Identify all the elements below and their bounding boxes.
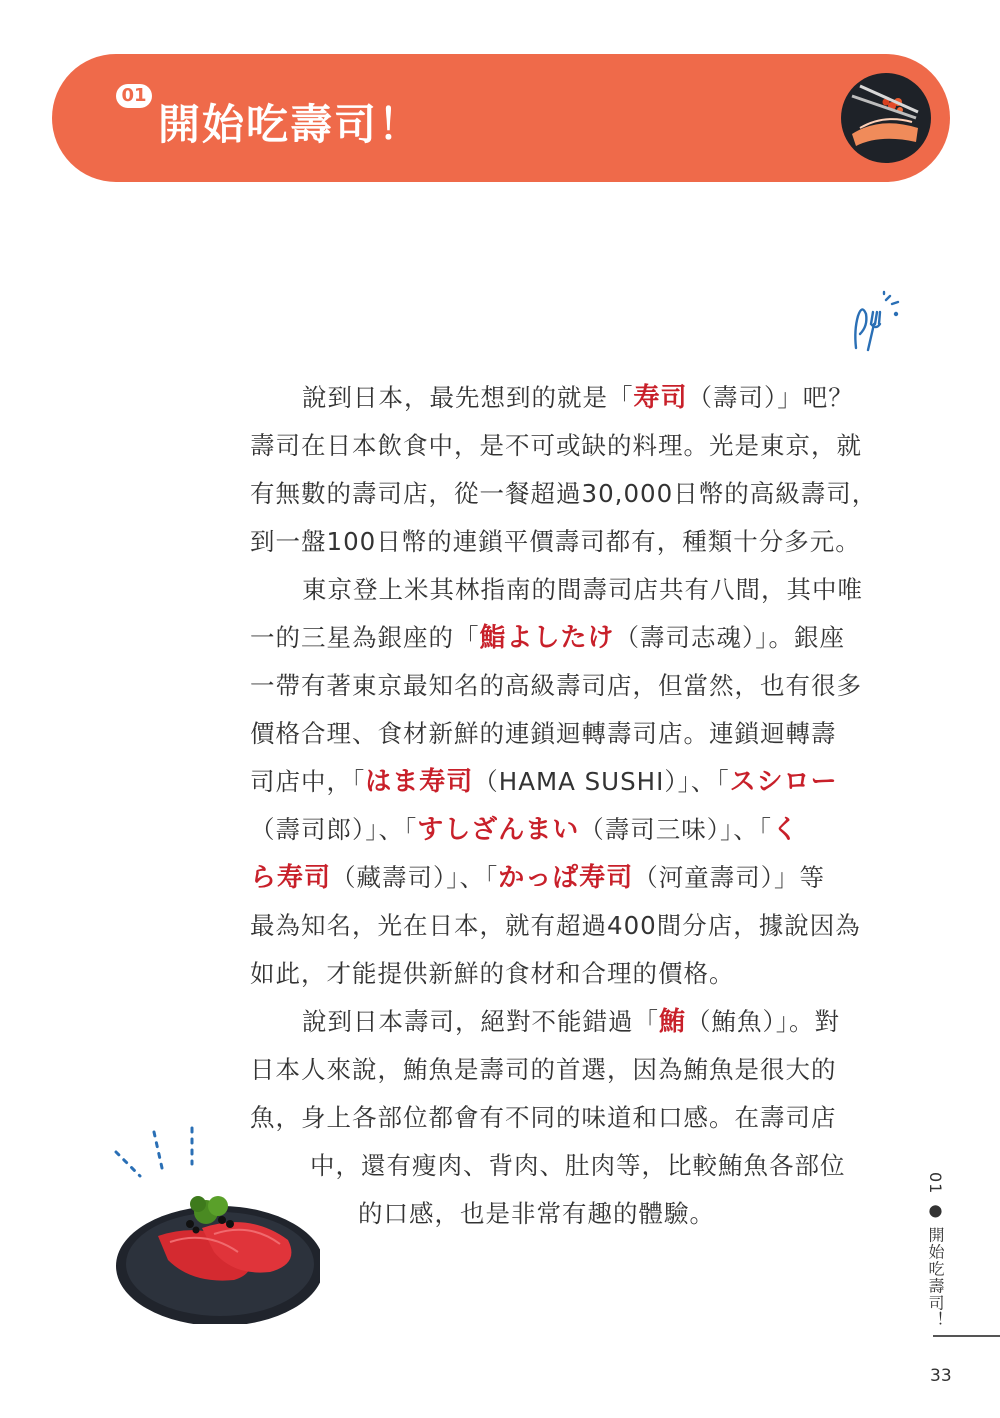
body-line xyxy=(250,758,890,806)
text-run: （壽司三味）」、「 xyxy=(579,815,773,844)
text-run: （HAMA SUSHI）」、「 xyxy=(473,767,730,796)
body-line xyxy=(250,854,890,902)
text-run: （河童壽司）」等 xyxy=(633,863,826,892)
text-run: （壽司）」吧？ xyxy=(687,383,854,412)
side-divider xyxy=(933,1335,1000,1337)
body-line: 一帶有著東京最知名的高級壽司店，但當然，也有很多 xyxy=(250,671,862,700)
body-line xyxy=(250,614,890,662)
text-run: 司店中，「 xyxy=(250,767,366,796)
article-body xyxy=(250,374,890,1238)
keyword-kura-sushi: ら寿司 xyxy=(250,863,332,893)
body-line: 有無數的壽司店，從一餐超過30,000日幣的高級壽司， xyxy=(250,479,878,508)
keyword-hama-sushi: はま寿司 xyxy=(365,767,474,797)
text-run: 說到日本，最先想到的就是「 xyxy=(302,383,634,412)
body-line xyxy=(250,374,890,422)
page-number: 33 xyxy=(930,1366,952,1386)
text-run: （壽司郎）」、「 xyxy=(250,815,418,844)
keyword-sushiro: スシロー xyxy=(729,767,838,797)
chapter-title: 開始吃壽司！ xyxy=(158,100,423,149)
body-line xyxy=(250,998,890,1046)
keyword-kappa-sushi: かっぱ寿司 xyxy=(498,863,634,893)
cutlery-icon xyxy=(846,290,906,354)
body-line: 壽司在日本飲食中，是不可或缺的料理。光是東京，就 xyxy=(250,431,862,460)
text-run: （壽司志魂）」。銀座 xyxy=(614,623,846,652)
body-line: 如此，才能提供新鮮的食材和合理的價格。 xyxy=(250,959,735,988)
body-line: 日本人來說，鮪魚是壽司的首選，因為鮪魚是很大的 xyxy=(250,1055,837,1084)
tuna-sushi-plate-image xyxy=(110,1124,320,1324)
text-run: （藏壽司）」、「 xyxy=(331,863,499,892)
body-line: 魚，身上各部位都會有不同的味道和口感。在壽司店 xyxy=(250,1103,837,1132)
body-line: 到一盤100日幣的連鎖平價壽司都有，種類十分多元。 xyxy=(250,527,861,556)
text-run: （鮪魚）」。對 xyxy=(686,1007,841,1036)
body-line: 東京登上米其林指南的間壽司店共有八間，其中唯 xyxy=(302,575,863,604)
keyword-kura-sushi-part: く xyxy=(772,815,800,845)
side-navigation-label: 01 ● 開始吃壽司！ xyxy=(926,1172,945,1329)
body-line: 價格合理、食材新鮮的連鎖迴轉壽司店。連鎖迴轉壽 xyxy=(250,719,837,748)
body-line: 中，還有瘦肉、背肉、肚肉等，比較鮪魚各部位 xyxy=(310,1151,846,1180)
keyword-sushi-yoshitake: 鮨よしたけ xyxy=(479,623,615,653)
text-run: 說到日本壽司，絕對不能錯過「 xyxy=(302,1007,659,1036)
keyword-sushizanmai: すしざんまい xyxy=(417,815,580,845)
chapter-number-badge: 01 xyxy=(116,84,152,108)
sushi-photo xyxy=(840,72,932,164)
text-run: 一的三星為銀座的「 xyxy=(250,623,480,652)
body-line xyxy=(250,806,890,854)
body-line: 的口感，也是非常有趣的體驗。 xyxy=(358,1199,715,1228)
body-line: 最為知名，光在日本，就有超過400間分店，據說因為 xyxy=(250,911,861,940)
keyword-sushi: 寿司 xyxy=(633,383,688,413)
keyword-maguro: 鮪 xyxy=(659,1007,687,1037)
